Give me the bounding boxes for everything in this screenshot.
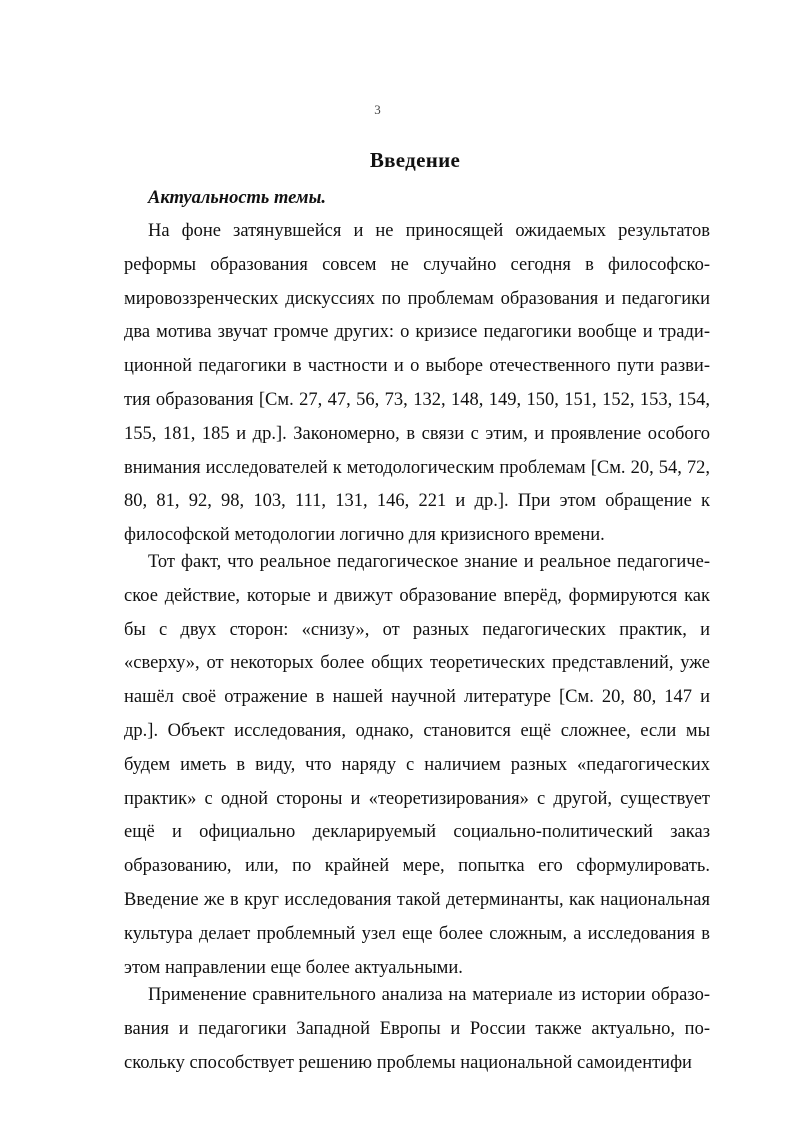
- chapter-title: Введение: [369, 148, 461, 172]
- section-heading: Актуальность темы.: [148, 188, 327, 208]
- page-number: 3: [374, 102, 381, 117]
- paragraph-relevance-2: Тот факт, что реальное педагогическое знание и реальное педагогическое действие, которые и движут образование вперёд, формируются как бы с двух сторон: «снизу», от разных педагогических практик, и «сверху», от некоторых более общих теоретических представлений, уже нашёл своё отражение в нашей научной литературе [См. 20, 80, 147 и др.]. Объект исследования, однако, становится ещё сложнее, если мы будем иметь в виду, что наряду с наличием разных «педагогических практик» с одной стороны и «теоретизирования» с другой, существует ещё и официально декларируемый социально-политический заказ образованию, или, по крайней мере, попытка его сформулировать. Введение же в круг исследования такой детерминанты, как национальная культура делает проблемный узел еще более сложным, а исследования в этом направлении еще более актуальными.: [124, 552, 710, 978]
- paragraph-relevance-1: На фоне затянувшейся и не приносящей ожидаемых результатов реформы образования совсем не случайно сегодня в философско-мировоззренческих дискуссиях по проблемам образования и педагогики два мотива звучат громче других: о кризисе педагогики вообще и традиционной педагогики в частности и о выборе отечественного пути развития образования [См. 27, 47, 56, 73, 132, 148, 149, 150, 151, 152, 153, 154, 155, 181, 185 и др.]. Закономерно, в связи с этим, и проявление особого внимания исследователей к методологическим проблемам [См. 20, 54, 72, 80, 81, 92, 98, 103, 111, 131, 146, 221 и др.]. При этом обращение к философской методологии логично для кризисного времени.: [124, 221, 710, 546]
- paragraph-relevance-3: Применение сравнительного анализа на материале из истории образования и педагогики Западной Европы и России также актуально, поскольку способствует решению проблемы национальной самоидентифи: [124, 985, 710, 1073]
